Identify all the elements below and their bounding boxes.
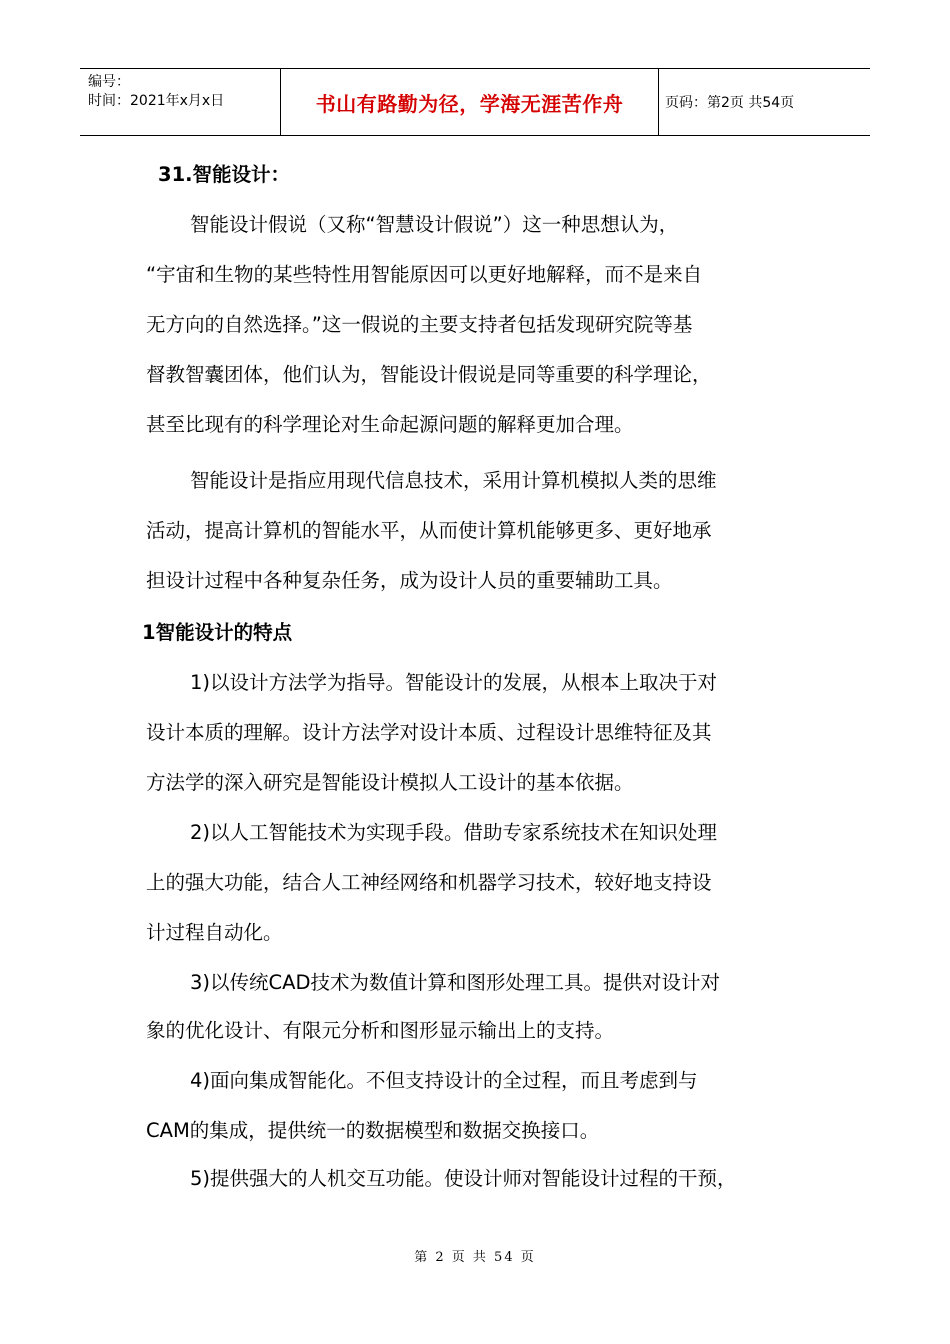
paragraph1-line: 督教智囊团体，他们认为，智能设计假说是同等重要的科学理论， [146,363,712,386]
paragraph1-line: 无方向的自然选择。”这一假说的主要支持者包括发现研究院等基 [146,313,693,336]
paragraph2-line: 担设计过程中各种复杂任务，成为设计人员的重要辅助工具。 [146,569,673,592]
paragraph1-line: 甚至比现有的科学理论对生命起源问题的解释更加合理。 [146,413,634,436]
item1-line: 方法学的深入研究是智能设计模拟人工设计的基本依据。 [146,771,634,794]
subheading: 1智能设计的特点 [142,621,293,644]
item2-line: 上的强大功能，结合人工神经网络和机器学习技术，较好地支持设 [146,871,712,894]
item4-line: 4)面向集成智能化。不但支持设计的全过程，而且考虑到与 [190,1069,698,1092]
paragraph1-line: “宇宙和生物的某些特性用智能原因可以更好地解释，而不是来自 [146,263,703,286]
item3-line: 3)以传统CAD技术为数值计算和图形处理工具。提供对设计对 [190,971,720,994]
page-footer: 第 2 页 共 54 页 [414,1250,536,1265]
item4-line: CAM的集成，提供统一的数据模型和数据交换接口。 [146,1119,600,1142]
section-heading: 31.智能设计： [158,163,291,186]
paragraph1-line: 智能设计假说（又称“智慧设计假说”）这一种思想认为， [190,213,679,236]
item2-line: 2)以人工智能技术为实现手段。借助专家系统技术在知识处理 [190,821,718,844]
paragraph2-line: 活动，提高计算机的智能水平，从而使计算机能够更多、更好地承 [146,519,712,542]
item5-line: 5)提供强大的人机交互功能。使设计师对智能设计过程的干预， [190,1167,737,1190]
header-page-info: 页码：第2页 共54页 [665,95,795,111]
item2-line: 计过程自动化。 [146,921,283,944]
document-header [80,68,870,136]
header-meta [80,69,281,135]
number-label: 编号： [88,74,130,90]
item1-line: 设计本质的理解。设计方法学对设计本质、过程设计思维特征及其 [146,721,712,744]
item1-line: 1)以设计方法学为指导。智能设计的发展，从根本上取决于对 [190,671,718,694]
header-motto: 书山有路勤为径，学海无涯苦作舟 [281,69,659,135]
time-label: 时间：2021年x月x日 [88,93,225,109]
item3-line: 象的优化设计、有限元分析和图形显示输出上的支持。 [146,1019,615,1042]
paragraph2-line: 智能设计是指应用现代信息技术，采用计算机模拟人类的思维 [190,469,717,492]
